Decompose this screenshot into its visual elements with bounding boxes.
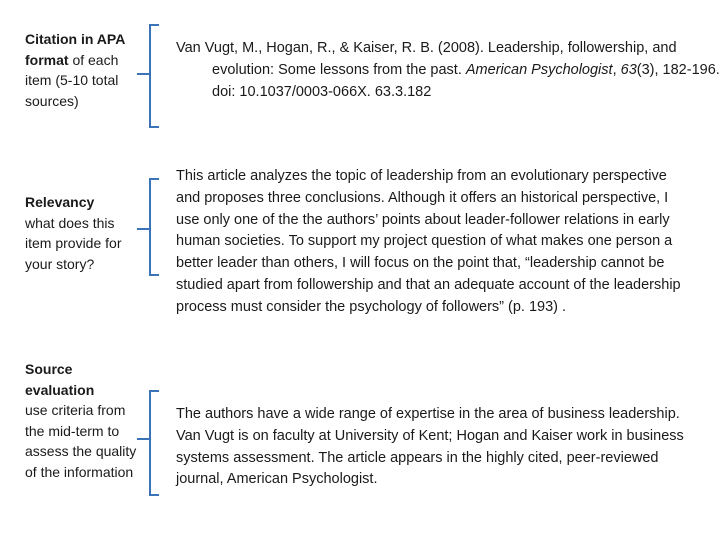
relevancy-bracket-tick	[137, 228, 149, 230]
citation-text	[176, 38, 720, 103]
source-evaluation-text	[176, 404, 686, 491]
citation-volume: 63	[620, 61, 637, 78]
citation-authors-title: Van Vugt, M., Hogan, R., & Kaiser, R. B. (2008). Leadership, followership, and evolution: Some lessons from the past.	[176, 40, 677, 78]
relevancy-label-title: Relevancy	[25, 194, 95, 210]
relevancy-label-description: what does this item provide for your story?	[25, 214, 122, 272]
relevancy-text	[176, 166, 686, 319]
source-evaluation-label	[25, 359, 143, 482]
source-evaluation-bracket	[149, 390, 159, 496]
citation-separator: ,	[612, 61, 621, 78]
source-evaluation-label-title: Source evaluation	[25, 361, 95, 398]
citation-journal: American Psychologist	[465, 61, 613, 78]
citation-label-description: of each item (5-10 total sources)	[25, 51, 119, 109]
relevancy-label	[25, 192, 143, 274]
citation-pages-doi: (3), 182-196. doi: 10.1037/0003-066X. 63.3.182	[212, 61, 720, 100]
citation-bracket-tick	[137, 73, 149, 75]
relevancy-paragraph: This article analyzes the topic of leadership from an evolutionary perspective and proposes three conclusions. Although it offers an historical perspective, I use only one of the the authors’ points about leader-follower relations in early human societies. To support my project question of what makes one person a better leader than others, I will focus on the point that, “leadership cannot be studied apart from followership and that an adequate account of the leadership process must consider the psychology of followers” (p. 193) .	[176, 168, 681, 315]
relevancy-bracket	[149, 178, 159, 276]
citation-label-title: Citation in APA format	[25, 31, 125, 68]
citation-bracket	[149, 24, 159, 128]
source-evaluation-label-description: use criteria from the mid-term to assess the quality of the information	[25, 402, 137, 480]
source-evaluation-paragraph: The authors have a wide range of expertise in the area of business leadership. Van Vugt is on faculty at University of Kent; Hogan and Kaiser work in business systems assessment. The article appears in the highly cited, peer-reviewed journal, American Psychologist.	[176, 406, 684, 488]
citation-label	[25, 29, 143, 111]
source-evaluation-bracket-tick	[137, 438, 149, 440]
